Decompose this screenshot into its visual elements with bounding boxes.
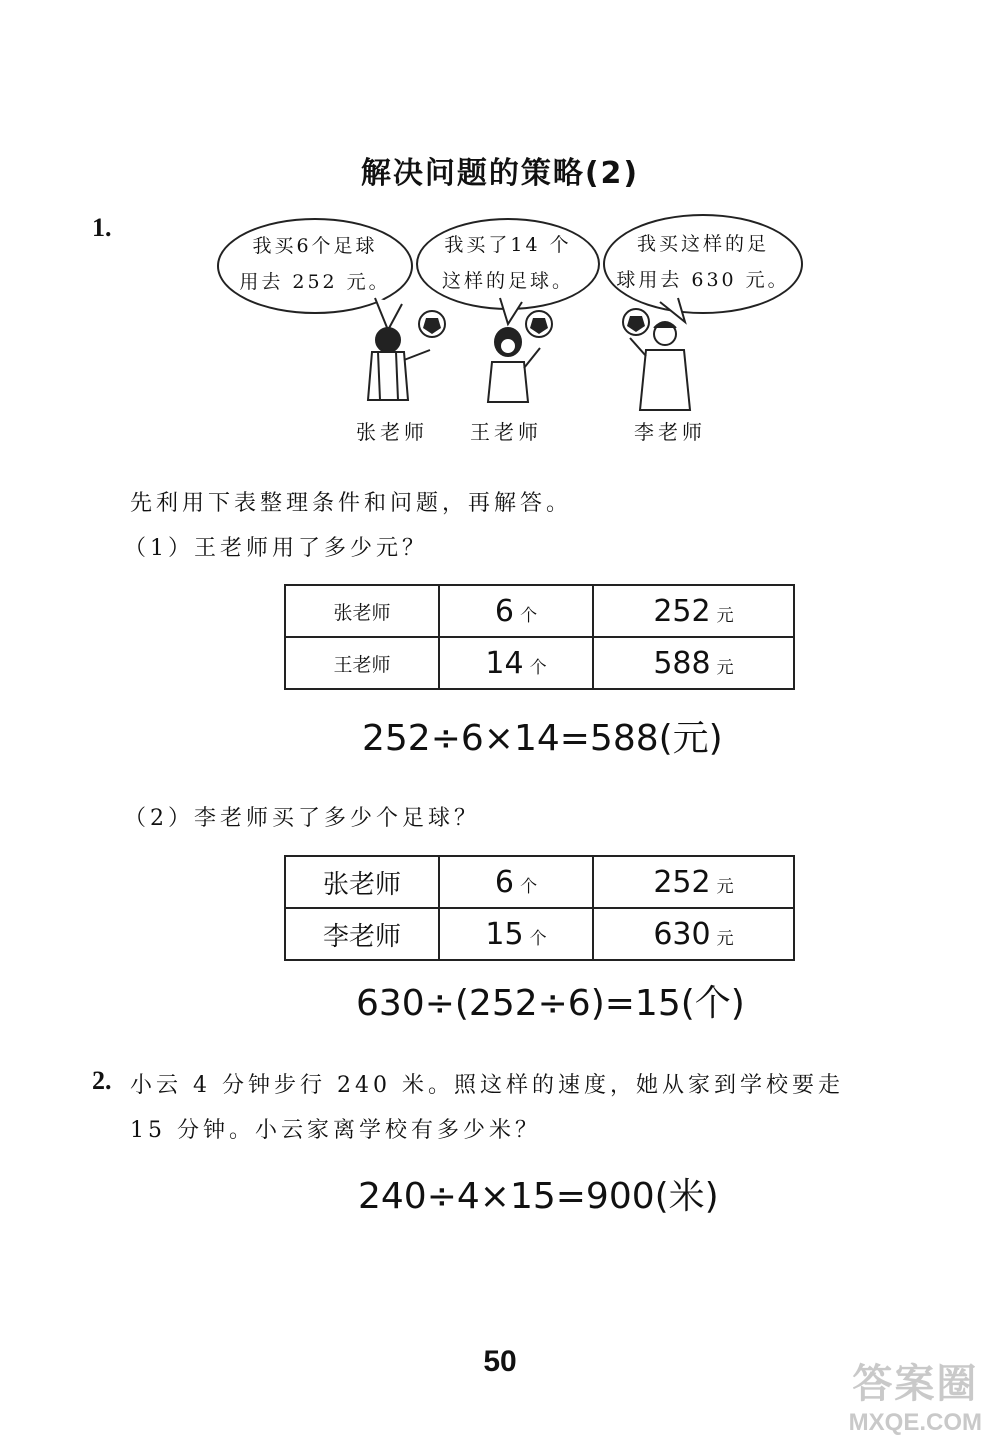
unit-label: 个 [529,928,547,949]
table-row [285,585,794,637]
handwritten-money: 252 [653,864,711,900]
unit-label: 个 [529,657,547,678]
q2-answer: 240÷4×15=900(米) [358,1176,719,1217]
teacher-name-zhang: 张老师 [356,420,428,444]
bubble-line: 用去 252 元。 [239,271,391,293]
bubble-line: 球用去 630 元。 [616,269,790,291]
table-cell-count [439,856,593,908]
q1-part2-answer: 630÷(252÷6)=15(个) [356,983,745,1024]
table-cell-count [439,585,593,637]
question-2-number: 2. [92,1066,112,1095]
teacher-zhang-figure [368,328,430,400]
question-1-number: 1. [92,213,112,242]
handwritten-money: 252 [653,593,711,629]
handwritten-name: 张老师 [322,869,401,900]
football-icon [623,309,649,335]
teacher-name-wang: 王老师 [470,420,542,444]
bubble-line: 我买这样的足 [636,233,769,255]
table-row [285,908,794,960]
q1-instruction: 先利用下表整理条件和问题，再解答。 [130,491,573,516]
unit-label: 个 [520,605,538,626]
table-cell-money [593,856,794,908]
q1-part2-table [284,855,795,961]
q2-text-line2: 15 分钟。小云家离学校有多少米？ [130,1118,541,1143]
watermark-site: MXQE.COM [848,1409,982,1436]
table-cell-name [285,856,439,908]
handwritten-count: 14 [485,645,524,681]
table-row [285,637,794,689]
unit-label: 元 [716,657,734,678]
bubble-line: 我买6个足球 [252,235,378,257]
handwritten-count: 15 [485,916,524,952]
football-icon [526,311,552,337]
q1-part1-table [284,584,795,690]
handwritten-count: 6 [494,593,515,629]
table-cell-count [439,637,593,689]
unit-label: 个 [520,876,538,897]
q2-text-line1: 小云 4 分钟步行 240 米。照这样的速度，她从家到学校要走 [130,1073,844,1098]
teacher-name-li: 李老师 [634,420,706,444]
table-cell-money [593,908,794,960]
q1-part1-answer: 252÷6×14=588(元) [362,718,723,759]
handwritten-money: 630 [653,916,711,952]
table-cell-count [439,908,593,960]
watermark [849,1352,982,1437]
table-cell-money [593,585,794,637]
table-row [285,856,794,908]
handwritten-count: 6 [494,864,515,900]
football-icon [419,311,445,337]
table-cell-name: 王老师 [285,637,439,689]
unit-label: 元 [716,605,734,626]
handwritten-money: 588 [653,645,711,681]
table-cell-money [593,637,794,689]
bubble-line: 这样的足球。 [441,270,574,292]
table-cell-name [285,908,439,960]
q1-part2-question: （2）李老师买了多少个足球？ [124,806,480,831]
teachers-illustration [340,290,740,420]
bubble-line: 我买了14 个 [444,234,572,256]
q1-part1-question: （1）王老师用了多少元？ [124,536,428,561]
teacher-wang-figure [488,328,540,402]
handwritten-name: 李老师 [322,921,401,952]
unit-label: 元 [716,928,734,949]
watermark-logo: 答案圈 [852,1362,979,1406]
page-title: 解决问题的策略(2) [360,156,640,191]
page-number: 50 [483,1345,517,1378]
table-cell-name: 张老师 [285,585,439,637]
unit-label: 元 [716,876,734,897]
